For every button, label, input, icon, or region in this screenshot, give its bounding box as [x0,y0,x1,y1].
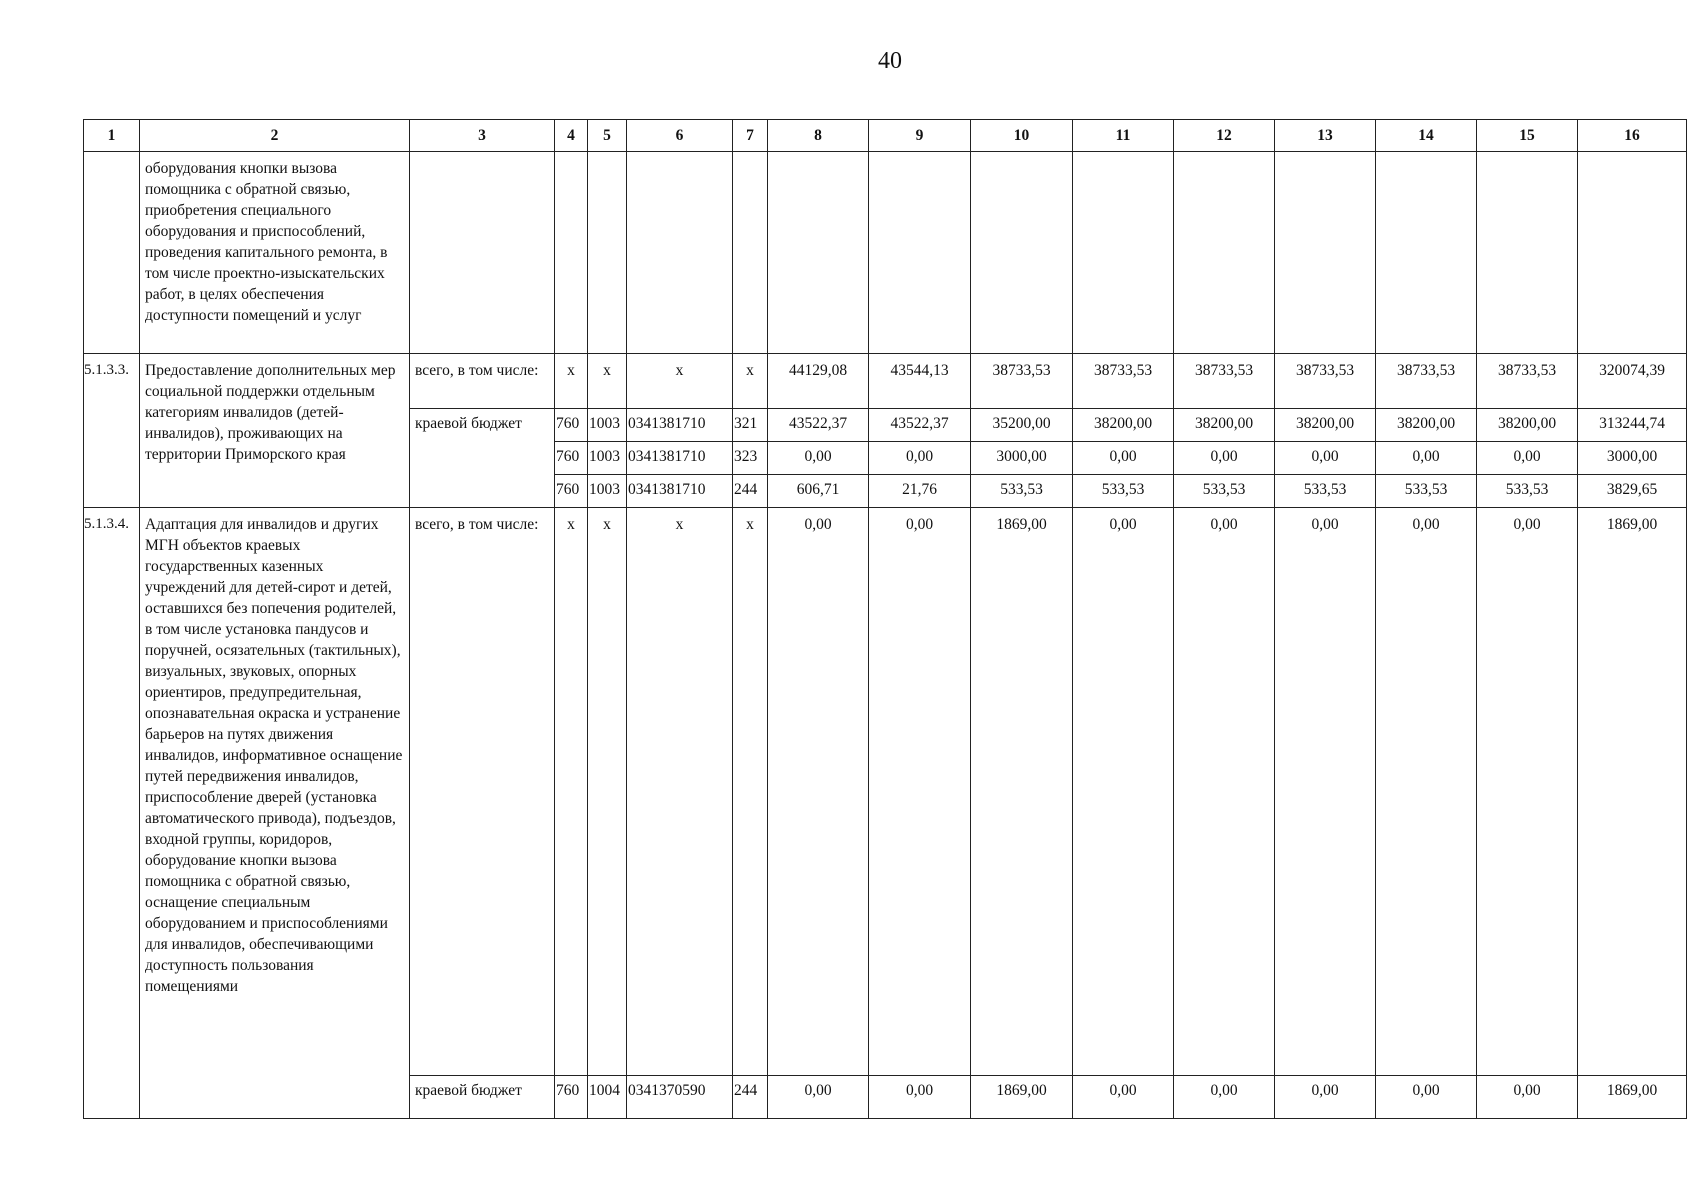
source-label: краевой бюджет [410,1076,555,1119]
item-total-row [84,354,1687,409]
value-cell: 3000,00 [971,442,1073,475]
item-total-row [84,508,1687,1076]
value-cell: 0,00 [1376,1076,1477,1119]
col-header: 14 [1376,120,1477,152]
col-header: 16 [1578,120,1687,152]
value-cell: 1869,00 [971,1076,1073,1119]
value-cell: 21,76 [869,475,971,508]
cell-c6: х [627,354,733,409]
cell-c5: 1003 [588,442,627,475]
value-cell: 38200,00 [1376,409,1477,442]
cell-c6: 0341381710 [627,409,733,442]
source-label: краевой бюджет [410,409,555,508]
value-cell: 43522,37 [768,409,869,442]
cell-c5: х [588,354,627,409]
cell-c4: 760 [555,409,588,442]
item-description: Предоставление дополнительных мер социальной поддержки отдельным категориям инвалидов (детей-инвалидов), проживающих на территории Приморского края [140,354,410,508]
value-cell: 533,53 [1376,475,1477,508]
value-cell: 43522,37 [869,409,971,442]
value-cell: 44129,08 [768,354,869,409]
value-cell: 606,71 [768,475,869,508]
value-cell: 0,00 [1477,508,1578,1076]
value-cell: 38733,53 [1174,354,1275,409]
value-cell: 43544,13 [869,354,971,409]
value-cell: 0,00 [1275,1076,1376,1119]
cell-c5: 1003 [588,475,627,508]
col-header: 7 [733,120,768,152]
page-number: 40 [878,48,902,74]
budget-table [83,119,1687,1119]
value-cell: 0,00 [1174,1076,1275,1119]
col-header: 13 [1275,120,1376,152]
cell-c7: 244 [733,475,768,508]
value-cell: 0,00 [1275,442,1376,475]
source-label: всего, в том числе: [410,354,555,409]
value-cell: 0,00 [1376,508,1477,1076]
col-header: 10 [971,120,1073,152]
cell-c6: 0341381710 [627,475,733,508]
value-cell: 0,00 [1174,508,1275,1076]
value-cell: 38200,00 [1174,409,1275,442]
cell-c4: х [555,508,588,1076]
value-cell: 313244,74 [1578,409,1687,442]
value-cell: 0,00 [1073,508,1174,1076]
col-header: 3 [410,120,555,152]
value-cell: 0,00 [1073,442,1174,475]
cell-c7: х [733,508,768,1076]
cell-c5: х [588,508,627,1076]
value-cell: 0,00 [1174,442,1275,475]
cell-c7: 244 [733,1076,768,1119]
value-cell: 35200,00 [971,409,1073,442]
col-header: 6 [627,120,733,152]
value-cell: 320074,39 [1578,354,1687,409]
cell-c7: 323 [733,442,768,475]
value-cell: 1869,00 [971,508,1073,1076]
value-cell: 533,53 [971,475,1073,508]
item-index: 5.1.3.4. [84,508,140,1119]
col-header: 12 [1174,120,1275,152]
cell-c4: х [555,354,588,409]
cell-c4: 760 [555,1076,588,1119]
value-cell: 38733,53 [1073,354,1174,409]
cell-c7: х [733,354,768,409]
value-cell: 3829,65 [1578,475,1687,508]
item-description: Адаптация для инвалидов и других МГН объектов краевых государственных казенных учреждений для детей-сирот и детей, оставшихся без попечения родителей, в том числе установка пандусов и поручней, осязательных (тактильных), визуальных, звуковых, опорных ориентиров, предупредительная, опознавательная окраска и устранение барьеров на путях движения инвалидов, информативное оснащение путей передвижения инвалидов, приспособление дверей (установка автоматического привода), подъездов, входной группы, коридоров, оборудование кнопки вызова помощника с обратной связью, оснащение специальным оборудованием и приспособлениями для инвалидов, обеспечивающими доступность пользования помещениями [140,508,410,1119]
cell-c5: 1003 [588,409,627,442]
cell-c6: х [627,508,733,1076]
value-cell: 533,53 [1174,475,1275,508]
col-header: 9 [869,120,971,152]
col-header: 15 [1477,120,1578,152]
col-header: 4 [555,120,588,152]
value-cell: 0,00 [768,508,869,1076]
col-header: 1 [84,120,140,152]
continuation-description: оборудования кнопки вызова помощника с обратной связью, приобретения специального оборудования и приспособлений, проведения капитального ремонта, в том числе проектно-изыскательских работ, в целях обеспечения доступности помещений и услуг [140,152,410,354]
value-cell: 0,00 [869,508,971,1076]
cell-c6: 0341381710 [627,442,733,475]
cell-c4: 760 [555,475,588,508]
value-cell: 1869,00 [1578,1076,1687,1119]
value-cell: 0,00 [1275,508,1376,1076]
value-cell: 3000,00 [1578,442,1687,475]
value-cell: 0,00 [1477,442,1578,475]
value-cell: 38200,00 [1073,409,1174,442]
source-label: всего, в том числе: [410,508,555,1076]
value-cell: 0,00 [1477,1076,1578,1119]
cell-c7: 321 [733,409,768,442]
continuation-row [84,152,1687,354]
empty-cell [84,152,140,354]
value-cell: 0,00 [869,442,971,475]
cell-c6: 0341370590 [627,1076,733,1119]
value-cell: 38733,53 [1477,354,1578,409]
value-cell: 533,53 [1275,475,1376,508]
col-header: 2 [140,120,410,152]
value-cell: 38733,53 [971,354,1073,409]
value-cell: 1869,00 [1578,508,1687,1076]
value-cell: 38733,53 [1376,354,1477,409]
header-row [84,120,1687,152]
value-cell: 0,00 [869,1076,971,1119]
cell-c4: 760 [555,442,588,475]
cell-c5: 1004 [588,1076,627,1119]
value-cell: 38733,53 [1275,354,1376,409]
value-cell: 0,00 [768,1076,869,1119]
value-cell: 0,00 [768,442,869,475]
value-cell: 533,53 [1477,475,1578,508]
value-cell: 0,00 [1376,442,1477,475]
item-index: 5.1.3.3. [84,354,140,508]
value-cell: 38200,00 [1275,409,1376,442]
col-header: 8 [768,120,869,152]
value-cell: 0,00 [1073,1076,1174,1119]
value-cell: 533,53 [1073,475,1174,508]
col-header: 11 [1073,120,1174,152]
value-cell: 38200,00 [1477,409,1578,442]
col-header: 5 [588,120,627,152]
